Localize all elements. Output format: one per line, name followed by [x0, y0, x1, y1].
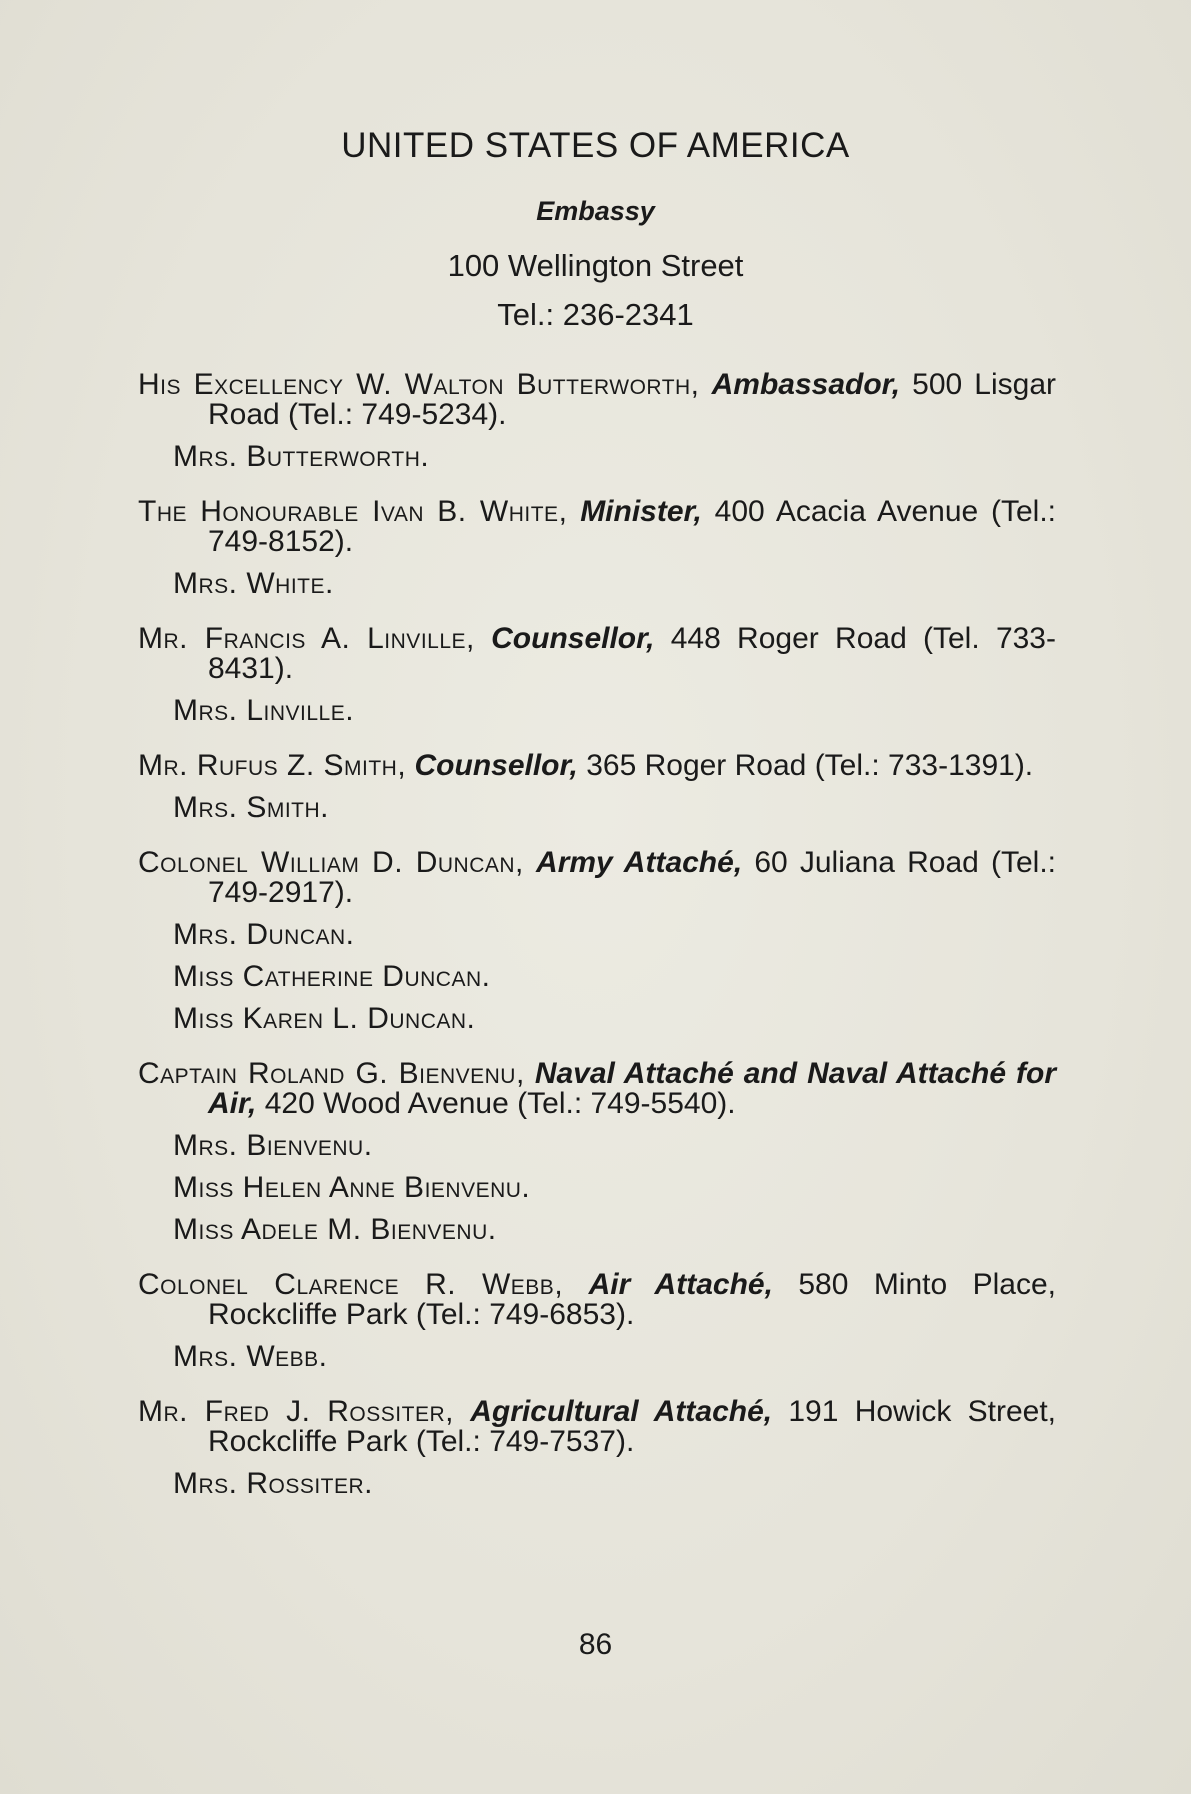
diplomat-entry — [138, 1270, 1056, 1372]
diplomat-address: 448 Roger Road (Tel. 733-8431). — [208, 622, 1056, 685]
diplomat-title: Counsellor, — [491, 622, 655, 655]
family-member: Mrs. Duncan. — [173, 918, 355, 951]
diplomat-line — [138, 370, 1056, 430]
family-member: Miss Helen Anne Bienvenu. — [173, 1171, 531, 1204]
diplomat-line — [138, 848, 1056, 908]
diplomat-list — [138, 370, 1056, 1524]
family-member: Mrs. Butterworth. — [173, 440, 430, 473]
diplomat-title: Naval Attaché and Naval Attaché for Air, — [208, 1057, 1057, 1120]
family-member: Mrs. Bienvenu. — [173, 1129, 373, 1162]
diplomat-name: Captain Roland G. Bienvenu, — [138, 1057, 525, 1090]
diplomat-title: Ambassador, — [711, 368, 901, 401]
diplomat-title: Agricultural Attaché, — [470, 1395, 773, 1428]
diplomat-title: Counsellor, — [414, 749, 578, 782]
diplomat-line — [138, 751, 1056, 781]
page-number: 86 — [578, 1628, 613, 1661]
diplomat-name: Mr. Fred J. Rossiter, — [138, 1395, 454, 1428]
diplomat-entry — [138, 497, 1056, 599]
family-member: Miss Karen L. Duncan. — [173, 1002, 476, 1035]
diplomat-title: Minister, — [580, 495, 702, 528]
diplomat-name: His Excellency W. Walton Butterworth, — [138, 368, 700, 401]
diplomat-address: 500 Lisgar Road (Tel.: 749-5234). — [208, 368, 1056, 431]
diplomat-line — [138, 1397, 1056, 1457]
family-member: Miss Catherine Duncan. — [173, 960, 491, 993]
diplomat-entry — [138, 1059, 1056, 1245]
family-member: Mrs. Rossiter. — [173, 1467, 374, 1500]
diplomat-line — [138, 497, 1056, 557]
diplomat-name: Colonel William D. Duncan, — [138, 846, 524, 879]
diplomat-address: 191 Howick Street, Rockcliffe Park (Tel.: 749-7537). — [208, 1395, 1057, 1458]
diplomat-address: 420 Wood Avenue (Tel.: 749-5540). — [264, 1087, 736, 1120]
diplomat-entry — [138, 848, 1056, 1034]
diplomat-line — [138, 1059, 1056, 1119]
diplomat-address: 365 Roger Road (Tel.: 733-1391). — [586, 749, 1034, 782]
diplomat-address: 580 Minto Place, Rockcliffe Park (Tel.: 749-6853). — [208, 1268, 1056, 1331]
embassy-address: 100 Wellington Street — [447, 248, 744, 283]
diplomat-name: Colonel Clarence R. Webb, — [138, 1268, 564, 1301]
diplomat-name: The Honourable Ivan B. White, — [138, 495, 568, 528]
diplomat-line — [138, 1270, 1056, 1330]
office-heading: Embassy — [536, 196, 655, 226]
diplomat-address: 60 Juliana Road (Tel.: 749-2917). — [208, 846, 1057, 909]
country-heading: UNITED STATES OF AMERICA — [341, 126, 850, 165]
family-member: Miss Adele M. Bienvenu. — [173, 1213, 497, 1246]
diplomat-entry — [138, 370, 1056, 472]
diplomat-entry — [138, 751, 1056, 823]
diplomat-entry — [138, 1397, 1056, 1499]
diplomat-name: Mr. Rufus Z. Smith, — [138, 749, 407, 782]
diplomat-address: 400 Acacia Avenue (Tel.: 749-8152). — [208, 495, 1056, 558]
family-member: Mrs. Linville. — [173, 694, 355, 727]
diplomat-entry — [138, 624, 1056, 726]
diplomat-line — [138, 624, 1056, 684]
family-member: Mrs. White. — [173, 567, 334, 600]
diplomat-title: Army Attaché, — [536, 846, 743, 879]
family-member: Mrs. Webb. — [173, 1340, 328, 1373]
diplomat-name: Mr. Francis A. Linville, — [138, 622, 475, 655]
embassy-telephone: Tel.: 236-2341 — [497, 297, 694, 332]
family-member: Mrs. Smith. — [173, 791, 329, 824]
diplomat-title: Air Attaché, — [588, 1268, 773, 1301]
